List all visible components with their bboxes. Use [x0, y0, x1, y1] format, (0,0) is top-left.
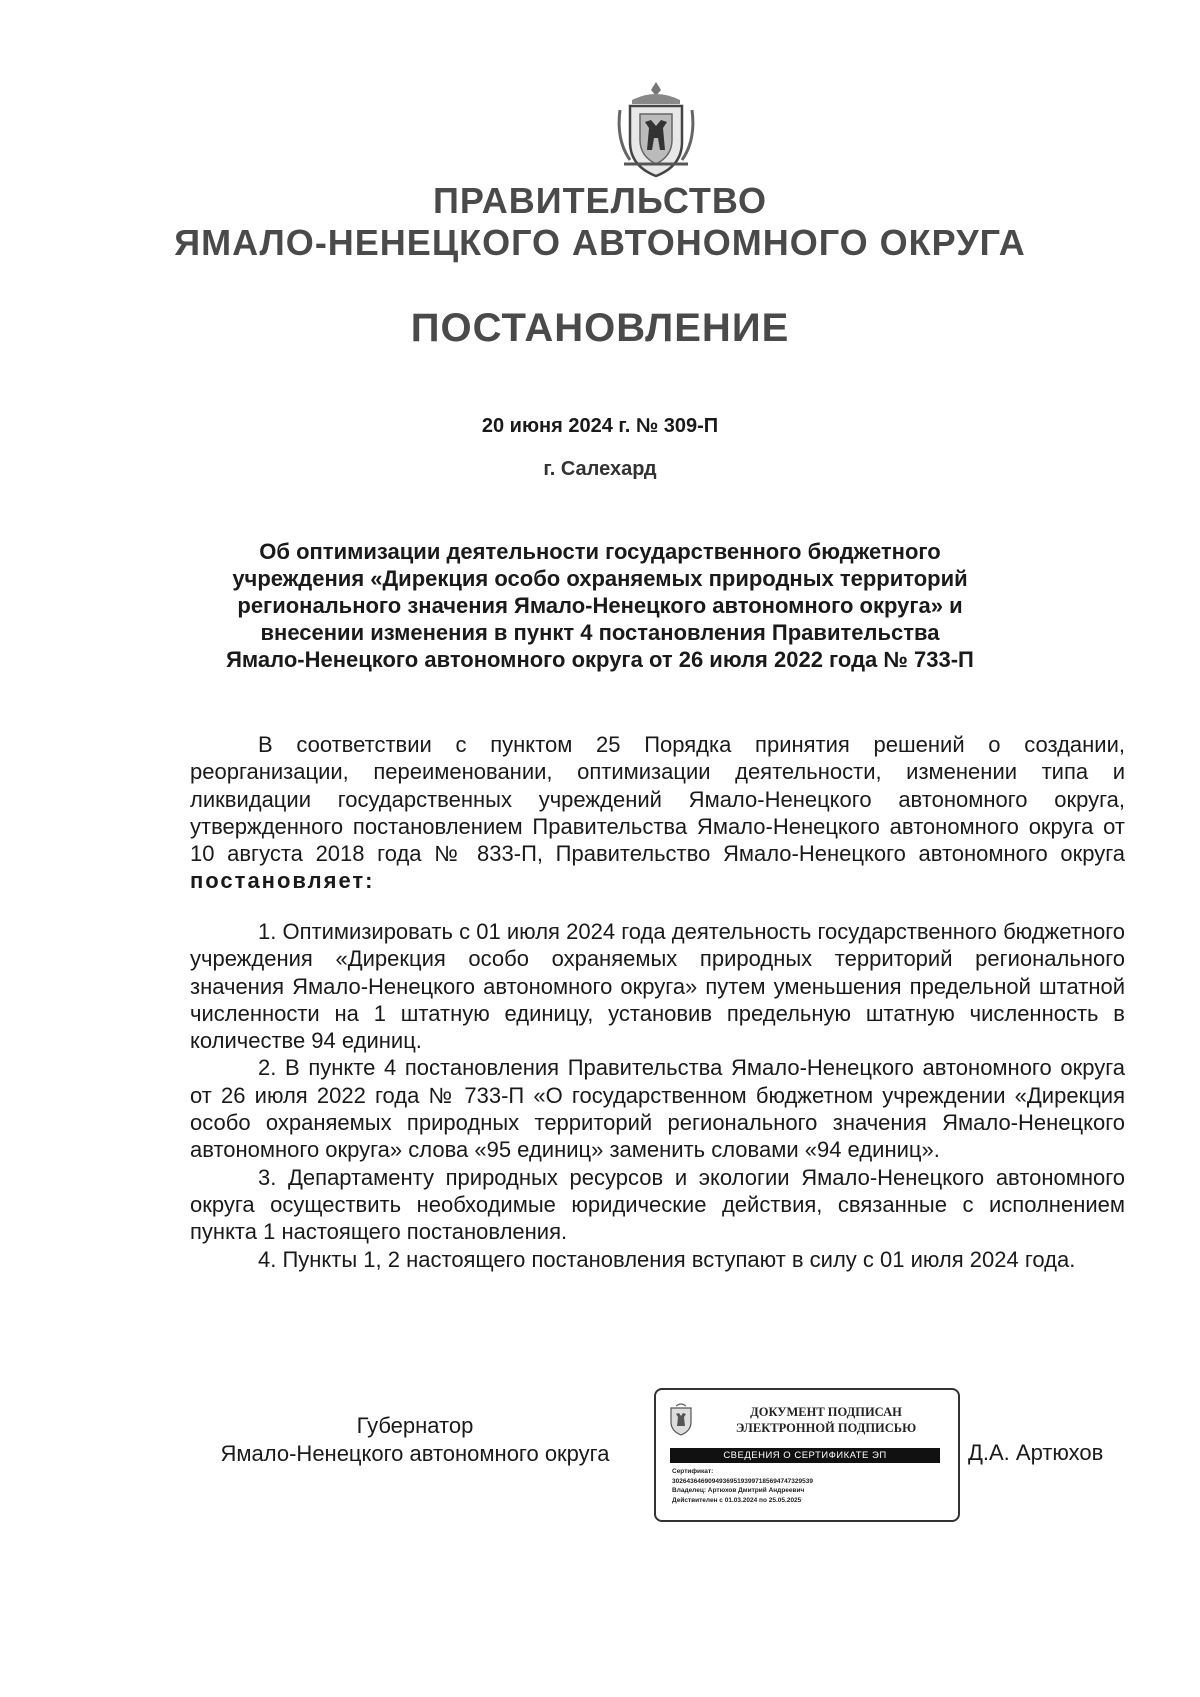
- stamp-title: [700, 1404, 952, 1436]
- document-type: ПОСТАНОВЛЕНИЕ: [410, 306, 790, 350]
- stamp-title-line: ЭЛЕКТРОННОЙ ПОДПИСЬЮ: [735, 1421, 917, 1435]
- resolution-item: 3. Департаменту природных ресурсов и экологии Ямало-Ненецкого автономного округа осуществить необходимые юридические действия, связанные с исполнением пункта 1 настоящего постановления.: [190, 1164, 1125, 1245]
- signatory-name: Д.А. Артюхов: [968, 1440, 1104, 1465]
- subject-line: регионального значения Ямало-Ненецкого автономного округа» и: [237, 593, 963, 618]
- stamp-emblem-icon: [668, 1402, 694, 1436]
- cert-owner: Владелец: Артюхов Дмитрий Андреевич: [672, 1487, 805, 1494]
- city: г. Салехард: [543, 458, 657, 480]
- resolves-word: постановляет:: [190, 868, 375, 894]
- subject-line: Ямало-Ненецкого автономного округа от 26 июля 2022 года № 733-П: [226, 647, 974, 672]
- document-subject: [180, 538, 1020, 673]
- certificate-info-bar: СВЕДЕНИЯ О СЕРТИФИКАТЕ ЭП: [670, 1448, 940, 1463]
- government-title-line-2: ЯМАЛО-НЕНЕЦКОГО АВТОНОМНОГО ОКРУГА: [174, 222, 1026, 263]
- resolution-item: 1. Оптимизировать с 01 июля 2024 года деятельность государственного бюджетного учреждения «Дирекция особо охраняемых природных территорий регионального значения Ямало-Ненецкого автономного округа» путем уменьшения предельной штатной численности на 1 штатную единицу, установив предельную штатную численность в количестве 94 единиц.: [190, 919, 1125, 1054]
- stamp-title-line: ДОКУМЕНТ ПОДПИСАН: [750, 1405, 902, 1419]
- signatory-position: [190, 1412, 640, 1468]
- resolution-items: [190, 918, 1125, 1273]
- coat-of-arms-icon: [616, 80, 696, 180]
- preamble-block: [190, 731, 1125, 895]
- preamble-text: В соответствии с пунктом 25 Порядка принятия решений о создании, реорганизации, переименовании, оптимизации деятельности, изменении типа и ликвидации государственных учреждений Ямало-Ненецкого автономного округа, утвержденного постановлением Правительства Ямало-Ненецкого автономного округа от 10 августа 2018 года № 833-П, Правительство Ямало-Ненецкого автономного округа: [190, 732, 1125, 867]
- certificate-details: [672, 1467, 947, 1505]
- resolution-item: 4. Пункты 1, 2 настоящего постановления вступают в силу с 01 июля 2024 года.: [258, 1246, 1076, 1272]
- resolution-item: 2. В пункте 4 постановления Правительства Ямало-Ненецкого автономного округа от 26 июля 2022 года № 733-П «О государственном бюджетном учреждении «Дирекция особо охраняемых природных территорий регионального значения Ямало-Ненецкого автономного округа» слова «95 единиц» заменить словами «94 единиц».: [190, 1055, 1125, 1163]
- position-line: Губернатор: [356, 1413, 474, 1438]
- subject-line: учреждения «Дирекция особо охраняемых природных территорий: [232, 566, 968, 591]
- government-title-line-1: ПРАВИТЕЛЬСТВО: [432, 180, 768, 221]
- subject-line: Об оптимизации деятельности государственного бюджетного: [259, 539, 941, 564]
- date-and-number: 20 июня 2024 г. № 309-П: [481, 415, 719, 437]
- cert-label: Сертификат:: [672, 1468, 714, 1475]
- subject-line: внесении изменения в пункт 4 постановления Правительства: [260, 620, 940, 645]
- preamble-paragraph: [190, 731, 1125, 895]
- cert-validity: Действителен с 01.03.2024 по 25.05.2025: [672, 1496, 802, 1504]
- electronic-signature-stamp: [654, 1388, 960, 1522]
- position-line: Ямало-Ненецкого автономного округа: [220, 1441, 610, 1466]
- cert-number: 302643646909493695193997185694747329539: [672, 1477, 813, 1485]
